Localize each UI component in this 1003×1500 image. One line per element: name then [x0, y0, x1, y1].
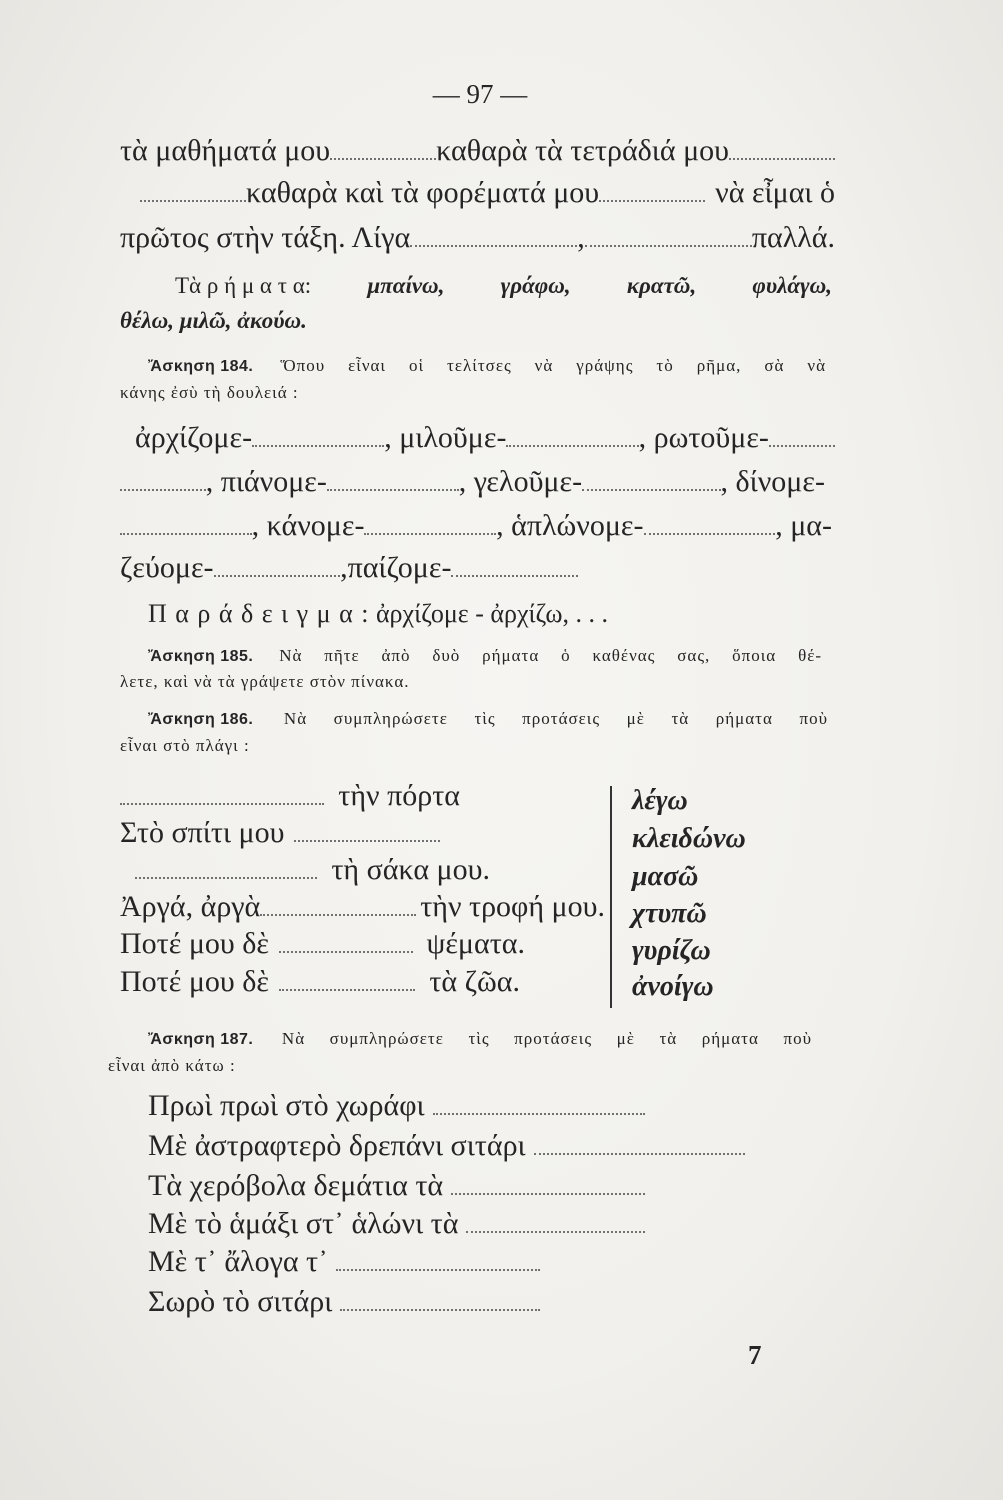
- example-text: ἀρχίζομε - ἀρχίζω, . . .: [375, 599, 608, 628]
- exercise-186-sentence-5: [120, 926, 525, 962]
- passage-line-1: [120, 133, 835, 169]
- sentence-text: Πρωὶ πρωὶ στὸ χωράφι: [148, 1089, 425, 1122]
- verbs-label: Τὰ ρ ή μ α τ α:: [175, 273, 312, 298]
- exercise-187-instruction-line-1: [148, 1028, 812, 1051]
- exercise-185-instruction-line-1: [148, 645, 822, 668]
- verb-stem: , μιλοῦμε-: [384, 421, 507, 454]
- instruction-text: Νὰ συμπληρώσετε τὶς προτάσεις μὲ τὰ ρήματα ποὺ: [283, 709, 828, 728]
- answer-blank: [294, 832, 440, 842]
- sentence-text: τὴ σάκα μου.: [331, 853, 490, 886]
- answer-blank: [585, 237, 752, 247]
- answer-blank: [260, 906, 416, 916]
- passage-line-3: [120, 220, 835, 256]
- verb-stem: , ρωτοῦμε-: [638, 421, 769, 454]
- verbs-list-line-1: [175, 272, 832, 300]
- exercise-184-instruction-line-1: [148, 355, 826, 378]
- page-number-header: — 97 —: [432, 79, 528, 109]
- sentence-text: Σωρὸ τὸ σιτάρι: [148, 1285, 333, 1318]
- exercise-187-sentence-1: [148, 1088, 645, 1124]
- passage-text: τὰ μαθήματά μου: [120, 134, 331, 167]
- side-verb: κλειδώνω: [632, 823, 746, 854]
- passage-text: καθαρὰ καὶ τὰ φορέματά μου: [246, 176, 600, 209]
- sentence-text: Ἀργά, ἀργὰ: [120, 890, 261, 923]
- passage-text: πρῶτος στὴν τάξη. Λίγα: [120, 221, 411, 254]
- answer-blank: [451, 567, 578, 577]
- answer-blank: [135, 869, 317, 879]
- instruction-text: Νὰ συμπληρώσετε τὶς προτάσεις μὲ τὰ ρήματα ποὺ: [281, 1029, 812, 1048]
- answer-blank: [252, 437, 384, 447]
- signature-mark: 7: [748, 1340, 762, 1370]
- verbs-items: θέλω, μιλῶ, ἀκούω.: [120, 308, 307, 333]
- sentence-text: Στὸ σπίτι μου: [120, 816, 285, 849]
- answer-blank: [466, 1223, 645, 1233]
- verb-stem: ζεύομε-: [120, 551, 214, 584]
- column-divider: [610, 786, 612, 1008]
- side-verb: γυρίζω: [632, 935, 711, 966]
- exercise-184-instruction-line-2: [120, 382, 299, 404]
- answer-blank: [582, 481, 720, 491]
- instruction-text: Ὅπου εἶναι οἱ τελίτσες νὰ γράψης τὸ ρῆμα, σὰ νὰ: [280, 356, 827, 375]
- answer-blank: [410, 237, 577, 247]
- side-verb: ἀνοίγω: [632, 971, 714, 1002]
- instruction-text: λετε, καὶ νὰ τὰ γράψετε στὸν πίνακα.: [120, 672, 410, 691]
- exercise-184-row-4: [120, 550, 578, 586]
- sentence-text: Μὲ τὸ ἁμάξι στ᾽ ἁλώνι τὰ: [148, 1207, 459, 1240]
- side-verb: λέγω: [632, 785, 688, 816]
- verb-stem: , μα-: [775, 509, 832, 542]
- answer-blank: [599, 192, 705, 202]
- passage-text: παλλά.: [751, 221, 836, 254]
- example-line: [148, 599, 608, 629]
- sentence-text: ψέματα.: [426, 927, 525, 960]
- side-verb: χτυπῶ: [632, 898, 707, 929]
- verb-stem: ,παίζομε-: [340, 551, 452, 584]
- exercise-title: Ἄσκηση 186.: [148, 711, 254, 728]
- answer-blank: [279, 981, 415, 991]
- instruction-text: κάνης ἐσὺ τὴ δουλειά :: [120, 383, 299, 402]
- answer-blank: [327, 481, 459, 491]
- answer-blank: [534, 1145, 745, 1155]
- answer-blank: [330, 150, 436, 160]
- verb-stem: , κάνομε-: [251, 509, 365, 542]
- exercise-187-sentence-2: [148, 1128, 745, 1164]
- verbs-list-line-2: [120, 307, 307, 335]
- answer-blank: [451, 1185, 645, 1195]
- answer-blank: [120, 795, 324, 805]
- exercise-186-instruction-line-2: [120, 735, 250, 757]
- exercise-184-row-2: [120, 464, 825, 500]
- sentence-text: τὴν τροφή μου.: [420, 890, 605, 923]
- answer-blank: [364, 525, 496, 535]
- exercise-187-sentence-3: [148, 1168, 645, 1204]
- exercise-186-sentence-3: [135, 852, 490, 888]
- side-verb: μασῶ: [632, 861, 699, 892]
- instruction-text: Νὰ πῆτε ἀπὸ δυὸ ρήματα ὁ καθένας σας, ὅποια θέ-: [279, 646, 823, 665]
- answer-blank: [120, 481, 206, 491]
- verb-stem: ἀρχίζομε-: [135, 421, 253, 454]
- verbs-items: μπαίνω, γράφω, κρατῶ, φυλάγω,: [367, 273, 833, 298]
- exercise-title: Ἄσκηση 184.: [148, 358, 254, 375]
- verb-stem: , πιάνομε-: [205, 465, 327, 498]
- answer-blank: [120, 525, 252, 535]
- example-label: Π α ρ ά δ ε ι γ μ α :: [148, 599, 370, 628]
- answer-blank: [644, 525, 776, 535]
- answer-blank: [433, 1105, 645, 1115]
- sentence-text: Μὲ ἀστραφτερὸ δρεπάνι σιτάρι: [148, 1129, 526, 1162]
- exercise-185-instruction-line-2: [120, 671, 410, 693]
- exercise-184-row-1: [135, 420, 835, 456]
- passage-text: νὰ εἶμαι ὁ: [715, 176, 835, 209]
- verb-stem: , γελοῦμε-: [458, 465, 583, 498]
- sentence-text: Τὰ χερόβολα δεμάτια τὰ: [148, 1169, 444, 1202]
- exercise-title: Ἄσκηση 187.: [148, 1031, 254, 1048]
- exercise-title: Ἄσκηση 185.: [148, 648, 254, 665]
- exercise-184-row-3: [120, 508, 832, 544]
- answer-blank: [214, 567, 341, 577]
- answer-blank: [729, 150, 835, 160]
- exercise-187-sentence-6: [148, 1284, 540, 1320]
- exercise-187-sentence-5: [148, 1244, 540, 1280]
- passage-line-2: [140, 175, 835, 211]
- exercise-186-sentence-2: [120, 815, 440, 851]
- exercise-186-sentence-6: [120, 964, 520, 1000]
- exercise-187-instruction-line-2: [108, 1055, 236, 1077]
- passage-text: καθαρὰ τὰ τετράδιά μου: [436, 134, 730, 167]
- exercise-187-sentence-4: [148, 1206, 645, 1242]
- verb-stem: , δίνομε-: [720, 465, 825, 498]
- exercise-186-instruction-line-1: [148, 708, 828, 731]
- verb-stem: , ἁπλώνομε-: [496, 509, 644, 542]
- sentence-text: τὴν πόρτα: [338, 779, 460, 812]
- answer-blank: [140, 192, 246, 202]
- instruction-text: εἶναι στὸ πλάγι :: [120, 736, 250, 755]
- passage-text: ,: [577, 221, 585, 254]
- exercise-186-sentence-1: [120, 778, 460, 814]
- answer-blank: [279, 943, 413, 953]
- sentence-text: Ποτέ μου δὲ: [120, 927, 269, 960]
- answer-blank: [336, 1261, 540, 1271]
- answer-blank: [340, 1301, 540, 1311]
- sentence-text: Ποτέ μου δὲ: [120, 965, 269, 998]
- answer-blank: [506, 437, 638, 447]
- answer-blank: [769, 437, 835, 447]
- sentence-text: Μὲ τ᾽ ἄλογα τ᾽: [148, 1245, 329, 1278]
- instruction-text: εἶναι ἀπὸ κάτω :: [108, 1056, 236, 1075]
- exercise-186-sentence-4: [120, 889, 605, 925]
- sentence-text: τὰ ζῶα.: [429, 965, 520, 998]
